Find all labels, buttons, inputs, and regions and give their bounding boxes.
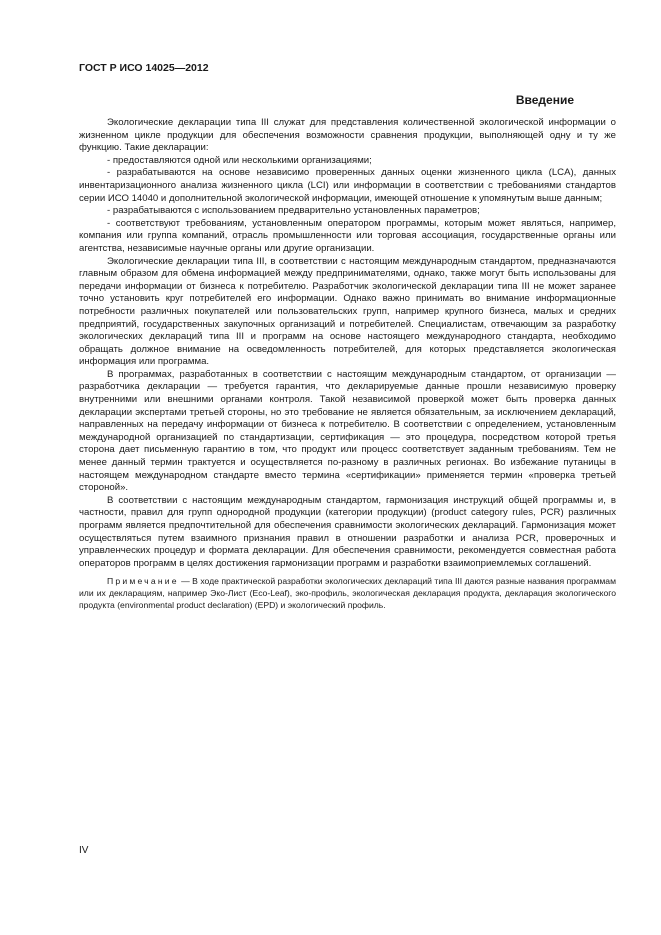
list-item: - соответствуют требованиям, установленным оператором программы, которым может являться, например, компания или группа компаний, отрасль промышленности или торговая ассоциация, государственные органы или агентства, независимые научные органы или другие организации. [79, 217, 616, 254]
note [79, 576, 616, 611]
list-item: - предоставляются одной или несколькими организациями; [107, 154, 372, 166]
section-title [79, 93, 616, 107]
paragraph: В программах, разработанных в соответствии с настоящим международным стандартом, от организации — разработчика декларации — требуется гарантия, что декларируемые данные прошли независимую проверку внутренними или внешними органами контроля. Такой независимой проверкой может быть проверка данных декларации экспертами третьей стороны, но это требование не является обязательным, за исключением деклараций, направленных на передачу информации от бизнеса к потребителю. В соответствии с определением, установленным международной организацией по стандартизации, сертификация — это процедура, посредством которой третья сторона дает письменную гарантию в том, что продукт или процесс соответствует заданным требованиям. Тем не менее данный термин трактуется и осуществляется по-разному в различных регионах. Во избежание путаницы в настоящем международном стандарте вместо термина «сертификации» применяется термин «проверка третьей стороной». [79, 368, 616, 494]
page-number: IV [79, 845, 89, 856]
paragraph: Экологические декларации типа III, в соответствии с настоящим международным стандартом, предназначаются главным образом для обмена информацией между предпринимателями, однако, также могут быть использованы для передачи информации от бизнеса к потребителю. Разработчик экологической декларации типа III не может заранее точно установить круг потребителей его информации. Однако важно принимать во внимание информационные потребности различных покупателей или пользовательских групп, например крупного бизнеса, малых и средних предприятий, государственных закупочных организаций и потребителей. Специалистам, отвечающим за разработку экологических деклараций типа III и программ на основе настоящего международного стандарта, необходимо обращать должное внимание на осведомленность потребителей, для которых представляется экологическая информация или программа. [79, 255, 616, 368]
list-item: - разрабатываются на основе независимо проверенных данных оценки жизненного цикла (LCA), данных инвентаризационного анализа жизненного цикла (LCI) или информации в соответствии с требованиями стандартов серии ИСО 14040 и дополнительной экологической информации, имеющей отношение к упомянутым выше данным; [79, 167, 616, 204]
paragraph: В соответствии с настоящим международным стандартом, гармонизация инструкций общей программы и, в частности, правил для групп однородной продукции (категории продукции) (product category rules, PCR) различных программ является предпочтительной для обеспечения сравнимости экологических деклараций. Гармонизация может осуществляться путем взаимного признания правил в отношении разработки и анализа PCR, проверочных и управленческих процедур и формата декларации. Для обеспечения сравнимости, рекомендуется совместная работа операторов программ в целях достижения гармонизации программ и разработки взаимоприемлемых соглашений. [79, 494, 616, 569]
note-label: Примечание [107, 576, 179, 587]
note-text: — В ходе практической разработки экологических деклараций типа III даются разные названия программам или их декларациям, например Эко-Лист (Eco-Leaf), эко-профиль, экологическая декларация продукта, декларация экологического продукта (environmental product declaration) (EPD) и экологический профиль. [79, 576, 616, 610]
section-title-text: Введение [515, 93, 574, 107]
body-text [79, 117, 616, 612]
list-item: - разрабатываются с использованием предварительно установленных параметров; [107, 205, 480, 217]
document-code: ГОСТ Р ИСО 14025—2012 [79, 62, 209, 74]
paragraph: Экологические декларации типа III служат для представления количественной экологической информации о жизненном цикле продукции для обеспечения возможности сравнения продукции, выполняющей одну и ту же функцию. Такие декларации: [79, 117, 616, 154]
